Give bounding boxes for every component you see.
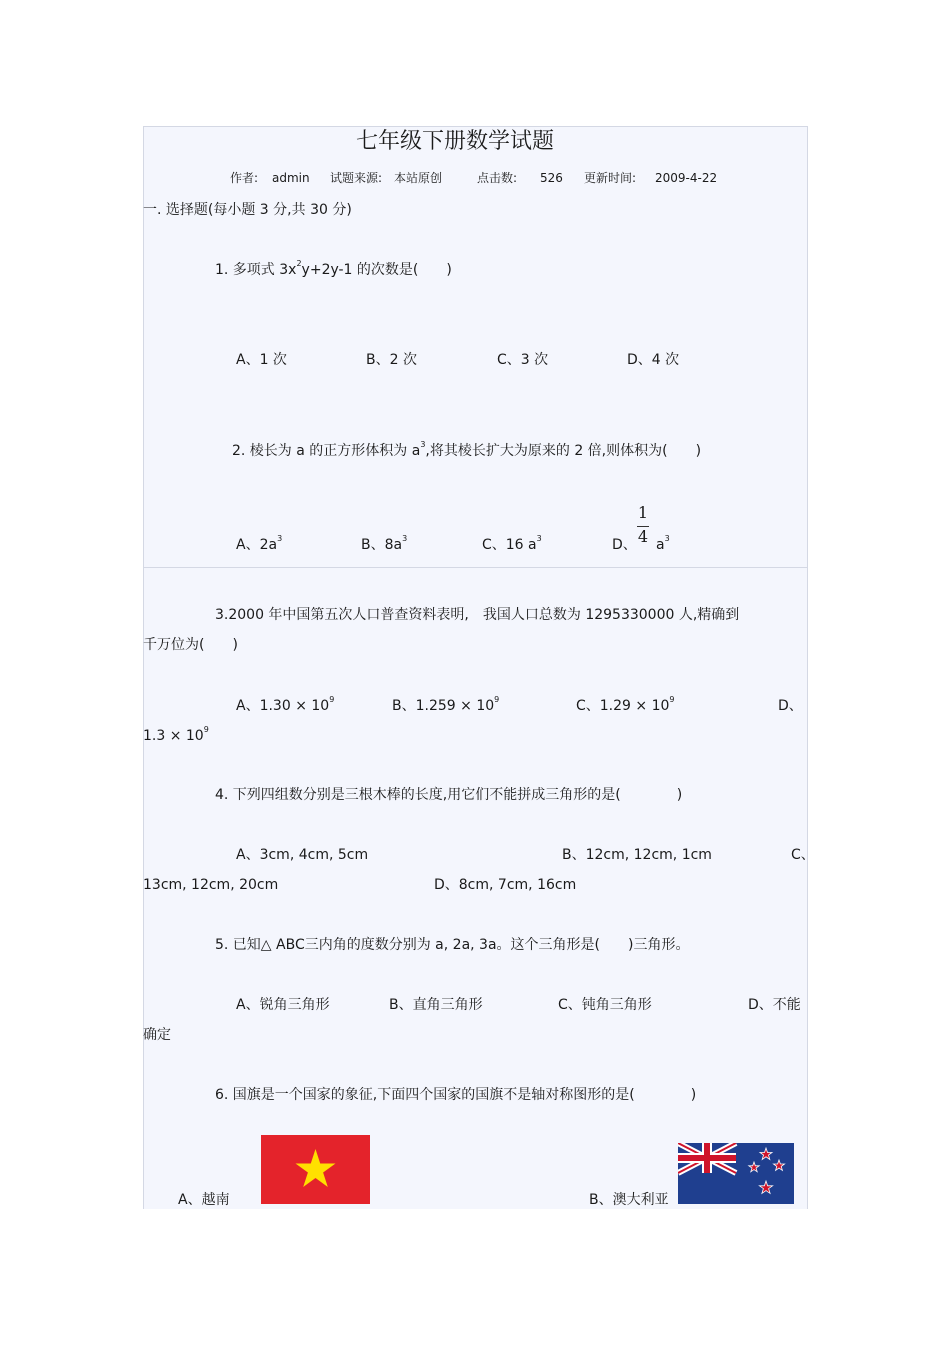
q3-option-b[interactable]: B、$1.259 \times 10^9$ [392, 695, 500, 714]
q6-option-b[interactable]: B、澳大利亚 [589, 1192, 669, 1208]
q5-option-d[interactable]: D、不能 [748, 997, 801, 1013]
source-value: 本站原创 [394, 171, 443, 185]
q4-option-b[interactable]: B、12cm, 12cm, 1cm [562, 847, 712, 863]
updated-label: 更新时间: [584, 171, 637, 185]
q5-option-a[interactable]: A、锐角三角形 [236, 997, 330, 1013]
q2-option-d-var: $a^3$ [656, 534, 670, 553]
q5-option-b[interactable]: B、直角三角形 [389, 997, 483, 1013]
q3-option-d-value: $1.3 \times 10^9$ [143, 725, 209, 744]
q3-option-a[interactable]: A、$1.30 \times 10^9$ [236, 695, 335, 714]
q4-option-c-value: 13cm, 12cm, 20cm [143, 877, 279, 893]
clicks-value: 526 [540, 171, 563, 185]
q4-option-c[interactable]: C、 [791, 847, 815, 863]
question-1: 1. 多项式 $3x^2y+2y-1$ 的次数是( ) [215, 259, 452, 278]
question-4: 4. 下列四组数分别是三根木棒的长度,用它们不能拼成三角形的是( ) [215, 787, 683, 803]
q6-option-a[interactable]: A、越南 [178, 1192, 230, 1208]
australia-flag-icon [678, 1143, 794, 1204]
question-6: 6. 国旗是一个国家的象征,下面四个国家的国旗不是轴对称图形的是( ) [215, 1087, 697, 1103]
q1-option-c[interactable]: C、3 次 [497, 352, 549, 368]
question-3-line2: 千万位为( ) [143, 637, 238, 653]
content-panel [143, 126, 808, 1209]
author-label: 作者: [230, 171, 259, 185]
updated-value: 2009-4-22 [655, 171, 718, 185]
page-title: 七年级下册数学试题 [356, 129, 555, 154]
q2-fraction [636, 504, 650, 548]
q5-option-d-cont: 确定 [143, 1027, 171, 1043]
q4-option-a[interactable]: A、3cm, 4cm, 5cm [236, 847, 369, 863]
q3-option-c[interactable]: C、$1.29 \times 10^9$ [576, 695, 675, 714]
q2-option-b[interactable]: B、$8a^3$ [361, 534, 408, 553]
section-divider [143, 567, 807, 568]
q4-option-d[interactable]: D、8cm, 7cm, 16cm [434, 877, 577, 893]
question-5: 5. 已知△ ABC三内角的度数分别为 a, 2a, 3a。这个三角形是( )三角形。 [215, 937, 690, 953]
q1-option-b[interactable]: B、2 次 [366, 352, 417, 368]
clicks-label: 点击数: [477, 171, 518, 185]
question-3-line1: 3.2000 年中国第五次人口普查资料表明, 我国人口总数为 1295330000 人,精确到 [215, 607, 740, 623]
fraction-denominator: 4 [637, 527, 649, 546]
fraction-numerator: 1 [637, 503, 649, 522]
question-2: 2. 棱长为 a 的正方形体积为 $a^3$,将其棱长扩大为原来的 2 倍,则体积为( ) [232, 440, 702, 459]
q2-option-d[interactable]: D、 [612, 537, 637, 553]
vietnam-flag-icon [261, 1135, 370, 1204]
q3-option-d[interactable]: D、 [778, 698, 803, 714]
q1-option-d[interactable]: D、4 次 [627, 352, 680, 368]
author-value[interactable]: admin [272, 171, 310, 185]
q1-option-a[interactable]: A、1 次 [236, 352, 287, 368]
q5-option-c[interactable]: C、钝角三角形 [558, 997, 652, 1013]
section-heading: 一. 选择题(每小题 3 分,共 30 分) [143, 202, 352, 218]
source-label: 试题来源: [330, 171, 383, 185]
q2-option-a[interactable]: A、$2a^3$ [236, 534, 283, 553]
q2-option-c[interactable]: C、16 $a^3$ [482, 534, 542, 553]
